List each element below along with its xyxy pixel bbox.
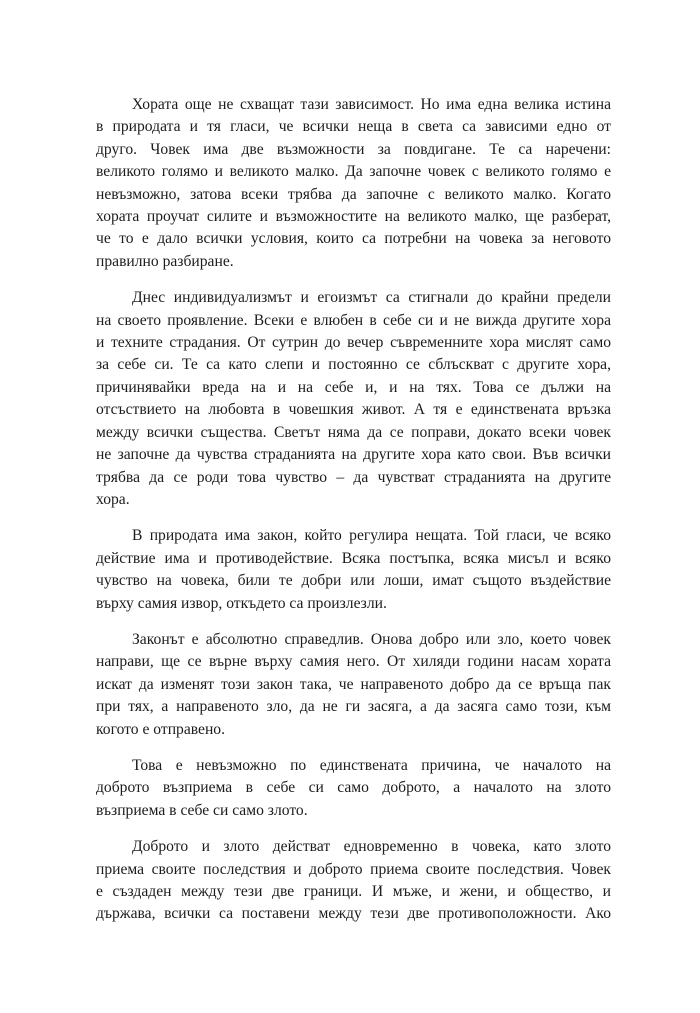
document-body bbox=[96, 94, 611, 940]
text-line: правилно разбиране. bbox=[96, 252, 234, 270]
text-line: невъзможно, затова всеки трябва да започне с великото малко. Когато bbox=[96, 185, 611, 203]
text-line: и техните страдания. От сутрин до вечер съвременните хора мислят само bbox=[96, 334, 611, 352]
text-line: при тях, а направеното зло, да не ги засяга, а да засяга само този, към bbox=[96, 698, 611, 716]
text-line: в природата и тя гласи, че всички неща в света са зависими едно от bbox=[96, 118, 611, 136]
text-line: хората проучат силите и възможностите на великото малко, ще разберат, bbox=[96, 208, 611, 226]
paragraph bbox=[96, 94, 611, 273]
text-line: Хората още не схващат тази зависимост. Но има една велика истина bbox=[132, 96, 611, 113]
paragraph bbox=[96, 836, 611, 926]
text-line: направи, ще се върне върху самия него. От хиляди години насам хората bbox=[96, 653, 611, 671]
text-line: хора. bbox=[96, 490, 130, 508]
text-line: трябва да се роди това чувство – да чувстват страданията на другите bbox=[96, 468, 611, 486]
text-line: отсъствието на любовта в човешкия живот. А тя е единствената връзка bbox=[96, 401, 611, 419]
text-line: В природата има закон, който регулира нещата. Той гласи, че всяко bbox=[132, 527, 611, 545]
text-line: че то е дало всички условия, които са потребни на човека за неговото bbox=[96, 230, 611, 248]
text-line: Днес индивидуализмът и егоизмът са стигнали до крайни предели bbox=[132, 289, 611, 307]
text-line: приема своите последствия и доброто приема своите последствия. Човек bbox=[96, 860, 611, 878]
text-line: доброто възприема в себе си само доброто, а началото на злото bbox=[96, 779, 611, 797]
text-line: върху самия извор, откъдето са произлезли. bbox=[96, 594, 387, 612]
paragraph bbox=[96, 755, 611, 822]
paragraph bbox=[96, 525, 611, 615]
paragraph bbox=[96, 629, 611, 741]
text-line: чувство на човека, били те добри или лоши, имат същото въздействие bbox=[96, 572, 611, 590]
paragraph bbox=[96, 287, 611, 511]
text-line: за себе си. Те са като слепи и постоянно се сблъскват с другите хора, bbox=[96, 356, 611, 374]
text-line: Това е невъзможно по единствената причина, че началото на bbox=[132, 756, 611, 774]
text-line: е създаден между тези две граници. И мъже, и жени, и общество, и bbox=[96, 883, 611, 900]
text-line: възприема в себе си само злото. bbox=[96, 801, 308, 819]
text-line: между всички същества. Светът няма да се поправи, докато всеки човек bbox=[96, 423, 611, 441]
text-line: друго. Човек има две възможности за повдигане. Те са наречени: bbox=[96, 140, 611, 158]
text-line: Доброто и злото действат едновременно в човека, като злото bbox=[132, 838, 611, 856]
text-line: Законът е абсолютно справедлив. Онова добро или зло, което човек bbox=[132, 630, 611, 648]
text-line: действие има и противодействие. Всяка постъпка, всяка мисъл и всяко bbox=[96, 549, 611, 567]
text-line: на своето проявление. Всеки е влюбен в себе си и не вижда другите хора bbox=[96, 311, 611, 329]
text-line: искат да изменят този закон така, че направеното добро да се връща пак bbox=[96, 675, 611, 693]
text-line: когото е отправено. bbox=[96, 720, 226, 738]
text-line: великото голямо и великото малко. Да започне човек с великото голямо е bbox=[96, 163, 611, 181]
text-line: причинявайки вреда на и на себе и, и на тях. Това се дължи на bbox=[96, 378, 611, 396]
text-line: не започне да чувства страданията на другите хора като свои. Във всички bbox=[96, 446, 611, 464]
text-line: държава, всички са поставени между тези две противоположности. Ако bbox=[96, 905, 611, 923]
